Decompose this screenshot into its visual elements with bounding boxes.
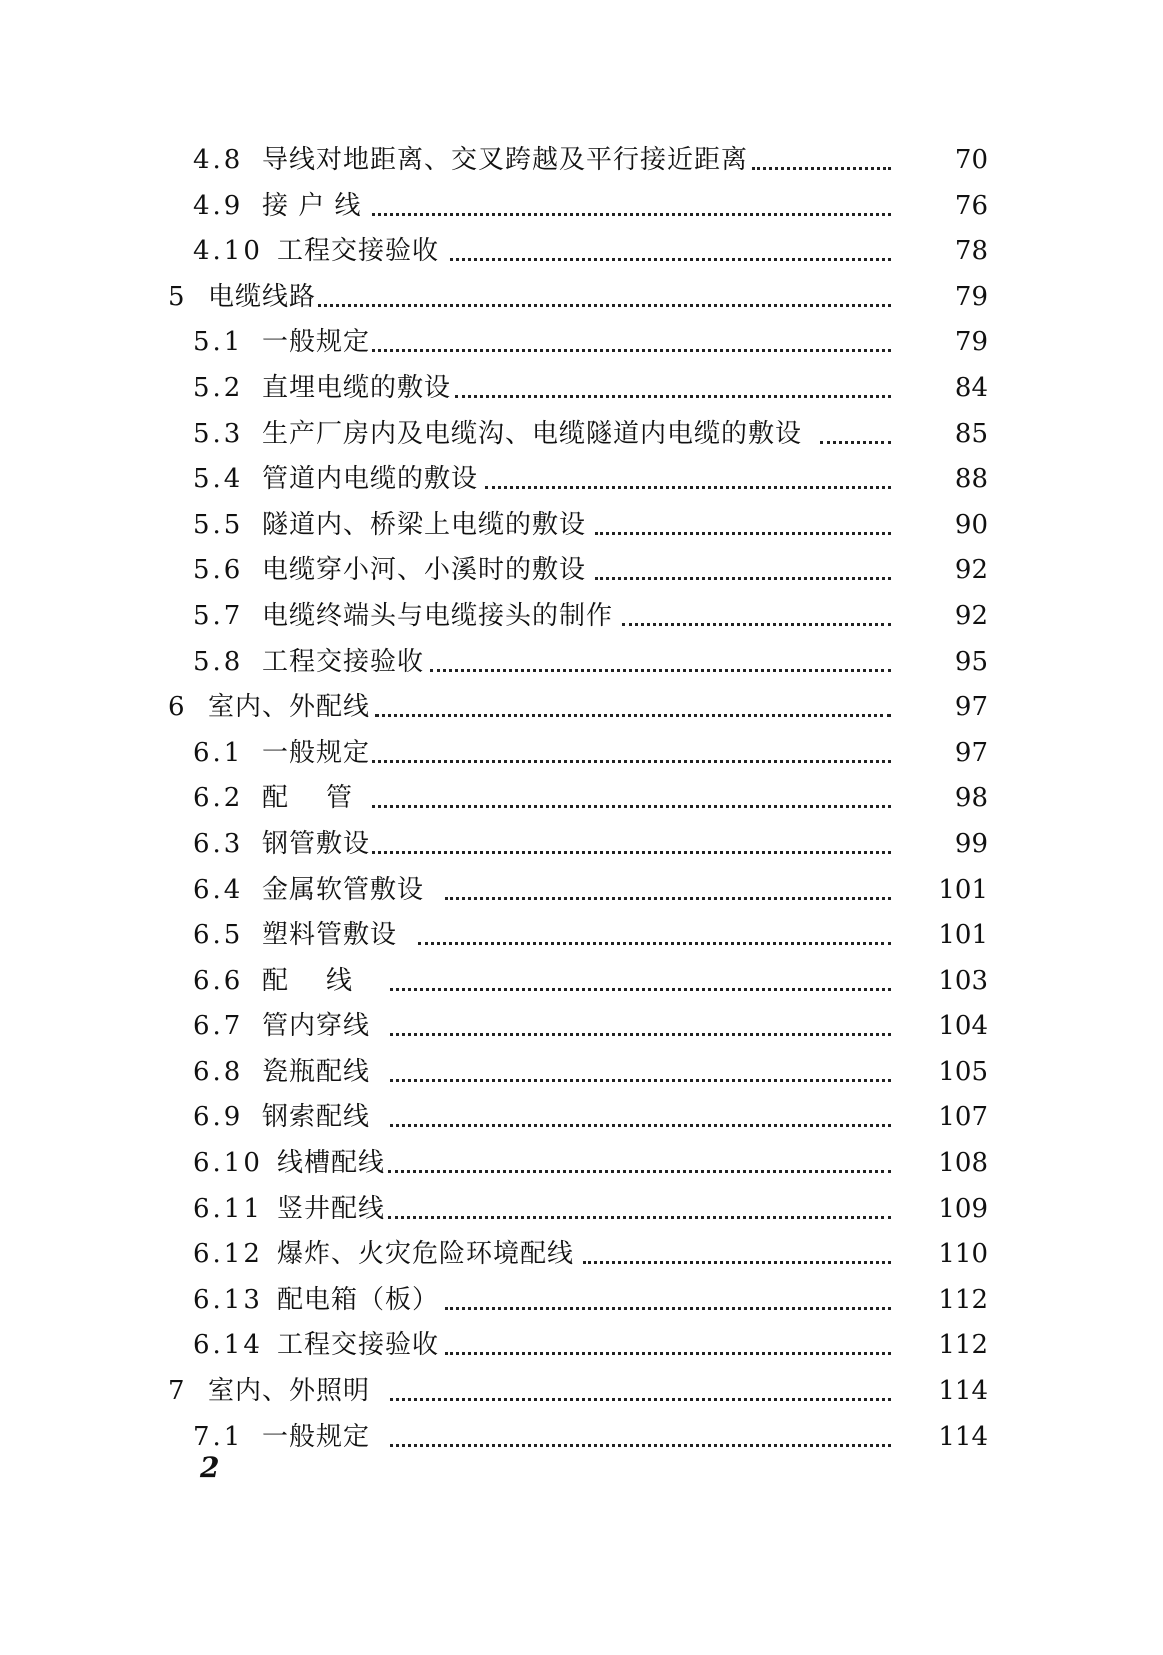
toc-entry-number: 4.10 [193, 236, 263, 267]
toc-dot-leader [595, 532, 891, 535]
toc-entry-page: 114 [938, 1376, 988, 1407]
toc-entry-page: 85 [954, 418, 988, 449]
toc-entry [0, 870, 1163, 916]
toc-entry [0, 1189, 1163, 1235]
toc-entry-page: 76 [954, 190, 988, 221]
toc-entry-number: 6.2 [193, 783, 244, 814]
toc-entry-page: 97 [954, 692, 988, 723]
page-number: 2 [200, 1451, 220, 1484]
toc-entry [0, 1052, 1163, 1098]
toc-dot-leader [372, 349, 891, 352]
toc-entry-title: 一般规定 [262, 327, 371, 358]
toc-dot-leader [445, 1307, 891, 1310]
toc-dot-leader [388, 1170, 891, 1173]
toc-entry-page: 70 [954, 145, 988, 175]
toc-dot-leader [622, 623, 891, 626]
toc-entry [0, 1280, 1163, 1326]
toc-entry-number: 6.5 [193, 920, 244, 951]
toc-entry [0, 687, 1163, 733]
toc-entry-title: 爆炸、火灾危险环境配线 [277, 1239, 575, 1270]
toc-entry-number: 6.13 [193, 1284, 263, 1315]
toc-entry-number: 6.6 [193, 965, 244, 996]
toc-entry [0, 1234, 1163, 1280]
toc-dot-leader [445, 897, 891, 900]
toc-entry-number: 6.7 [193, 1011, 244, 1042]
toc-entry-page: 84 [954, 372, 988, 403]
toc-entry [0, 824, 1163, 870]
toc-entry-title: 线槽配线 [277, 1148, 386, 1179]
toc-entry-number: 6.14 [193, 1330, 263, 1361]
toc-entry-page: 79 [954, 327, 988, 358]
toc-entry-number: 4.9 [193, 190, 244, 221]
toc-entry-page: 99 [954, 828, 988, 859]
toc-entry-title: 一般规定 [262, 737, 371, 768]
toc-dot-leader [390, 1079, 891, 1082]
toc-entry-number: 6.11 [193, 1193, 263, 1224]
toc-entry-page: 97 [954, 737, 988, 768]
toc-entry-title: 工程交接验收 [277, 1330, 440, 1361]
toc-entry-page: 108 [938, 1148, 988, 1179]
toc-dot-leader [485, 486, 891, 489]
toc-entry-title: 直埋电缆的敷设 [262, 372, 452, 403]
toc-entry-page: 109 [938, 1193, 988, 1224]
toc-dot-leader [595, 577, 891, 580]
toc-entry-title: 塑料管敷设 [262, 920, 398, 951]
toc-dot-leader [390, 988, 891, 991]
toc-dot-leader [418, 942, 891, 945]
toc-entry [0, 1006, 1163, 1052]
toc-entry-number: 6.1 [193, 737, 244, 768]
toc-entry-title: 室内、外配线 [208, 692, 371, 723]
toc-dot-leader [390, 1124, 891, 1127]
toc-entry-title: 工程交接验收 [262, 646, 425, 677]
toc-dot-leader [583, 1261, 891, 1264]
toc-dot-leader [372, 213, 891, 216]
toc-dot-leader [820, 441, 891, 444]
toc-entry [0, 459, 1163, 505]
toc-entry [0, 231, 1163, 277]
toc-entry [0, 368, 1163, 414]
toc-entry-page: 79 [954, 281, 988, 312]
toc-entry-title: 管道内电缆的敷设 [262, 464, 479, 495]
toc-entry-number: 6.9 [193, 1102, 244, 1133]
toc-entry [0, 414, 1163, 460]
toc-entry-page: 105 [938, 1056, 988, 1087]
toc-entry-number: 6.4 [193, 874, 244, 905]
toc-entry-page: 107 [938, 1102, 988, 1133]
toc-entry-page: 114 [938, 1421, 988, 1452]
toc-entry [0, 1325, 1163, 1371]
toc-entry [0, 961, 1163, 1007]
table-of-contents [0, 140, 1163, 1462]
toc-entry-number: 5.3 [193, 418, 244, 449]
toc-entry-page: 92 [954, 600, 988, 631]
toc-entry [0, 778, 1163, 824]
toc-entry-title: 管内穿线 [262, 1011, 371, 1042]
toc-entry-page: 88 [954, 464, 988, 495]
toc-entry-number: 6.10 [193, 1148, 263, 1179]
toc-entry-page: 101 [938, 874, 988, 905]
toc-entry-page: 101 [938, 920, 988, 951]
toc-entry-number: 5.1 [193, 327, 244, 358]
toc-entry-title: 工程交接验收 [277, 236, 440, 267]
toc-entry-number: 5.2 [193, 372, 244, 403]
toc-entry-page: 92 [954, 555, 988, 586]
toc-entry-number: 5.6 [193, 555, 244, 586]
toc-dot-leader [390, 1444, 891, 1447]
toc-entry [0, 733, 1163, 779]
toc-entry [0, 505, 1163, 551]
toc-entry-page: 90 [954, 509, 988, 540]
toc-entry [0, 642, 1163, 688]
toc-entry [0, 915, 1163, 961]
toc-dot-leader [430, 669, 891, 672]
toc-entry-title: 配电箱（板） [277, 1284, 440, 1315]
toc-entry-page: 103 [938, 965, 988, 996]
toc-entry-title: 一般规定 [262, 1421, 371, 1452]
toc-entry-page: 95 [954, 646, 988, 677]
toc-entry-title: 钢管敷设 [262, 828, 371, 859]
toc-entry-page: 104 [938, 1011, 988, 1042]
toc-entry [0, 322, 1163, 368]
toc-dot-leader [372, 851, 891, 854]
toc-dot-leader [372, 805, 891, 808]
toc-entry-title: 接 户 线 [262, 190, 362, 221]
toc-entry-title: 竖井配线 [277, 1193, 386, 1224]
toc-entry-page: 112 [938, 1330, 988, 1361]
toc-entry-number: 5.4 [193, 464, 244, 495]
toc-dot-leader [388, 1216, 891, 1219]
toc-entry-page: 78 [954, 236, 988, 267]
toc-entry-title: 导线对地距离、交叉跨越及平行接近距离 [262, 145, 749, 175]
toc-entry [0, 140, 1163, 186]
toc-entry [0, 186, 1163, 232]
toc-entry-number: 5.8 [193, 646, 244, 677]
toc-dot-leader [752, 167, 891, 170]
toc-entry [0, 596, 1163, 642]
toc-entry-title: 生产厂房内及电缆沟、电缆隧道内电缆的敷设 [262, 418, 803, 449]
toc-entry-number: 7.1 [193, 1421, 244, 1452]
toc-dot-leader [390, 1398, 891, 1401]
toc-entry-number: 6.8 [193, 1056, 244, 1087]
toc-entry-title: 隧道内、桥梁上电缆的敷设 [262, 509, 587, 540]
toc-dot-leader [450, 258, 891, 261]
toc-entry [0, 277, 1163, 323]
toc-entry-number: 7 [168, 1376, 188, 1407]
toc-entry-number: 5 [168, 281, 188, 312]
toc-dot-leader [318, 304, 891, 307]
toc-entry-number: 6.3 [193, 828, 244, 859]
toc-entry [0, 1417, 1163, 1463]
toc-entry-title: 配 管 [262, 783, 354, 814]
toc-entry-title: 配 线 [262, 965, 354, 996]
toc-entry-number: 4.8 [193, 145, 244, 175]
toc-dot-leader [372, 760, 891, 763]
toc-entry-number: 5.5 [193, 509, 244, 540]
toc-entry [0, 1097, 1163, 1143]
toc-entry-page: 110 [938, 1239, 988, 1270]
toc-entry-title: 电缆终端头与电缆接头的制作 [262, 600, 614, 631]
toc-dot-leader [390, 1033, 891, 1036]
toc-dot-leader [455, 395, 891, 398]
toc-entry-title: 电缆穿小河、小溪时的敷设 [262, 555, 587, 586]
toc-entry-number: 6.12 [193, 1239, 263, 1270]
toc-entry-title: 室内、外照明 [208, 1376, 371, 1407]
toc-entry-title: 瓷瓶配线 [262, 1056, 371, 1087]
toc-entry-title: 钢索配线 [262, 1102, 371, 1133]
toc-dot-leader [445, 1352, 891, 1355]
toc-entry [0, 1371, 1163, 1417]
toc-entry-title: 电缆线路 [208, 281, 317, 312]
toc-entry [0, 550, 1163, 596]
toc-entry-number: 5.7 [193, 600, 244, 631]
toc-entry-number: 6 [168, 692, 188, 723]
toc-entry [0, 1143, 1163, 1189]
toc-entry-page: 98 [954, 783, 988, 814]
toc-dot-leader [375, 714, 891, 717]
toc-entry-page: 112 [938, 1284, 988, 1315]
toc-entry-title: 金属软管敷设 [262, 874, 425, 905]
